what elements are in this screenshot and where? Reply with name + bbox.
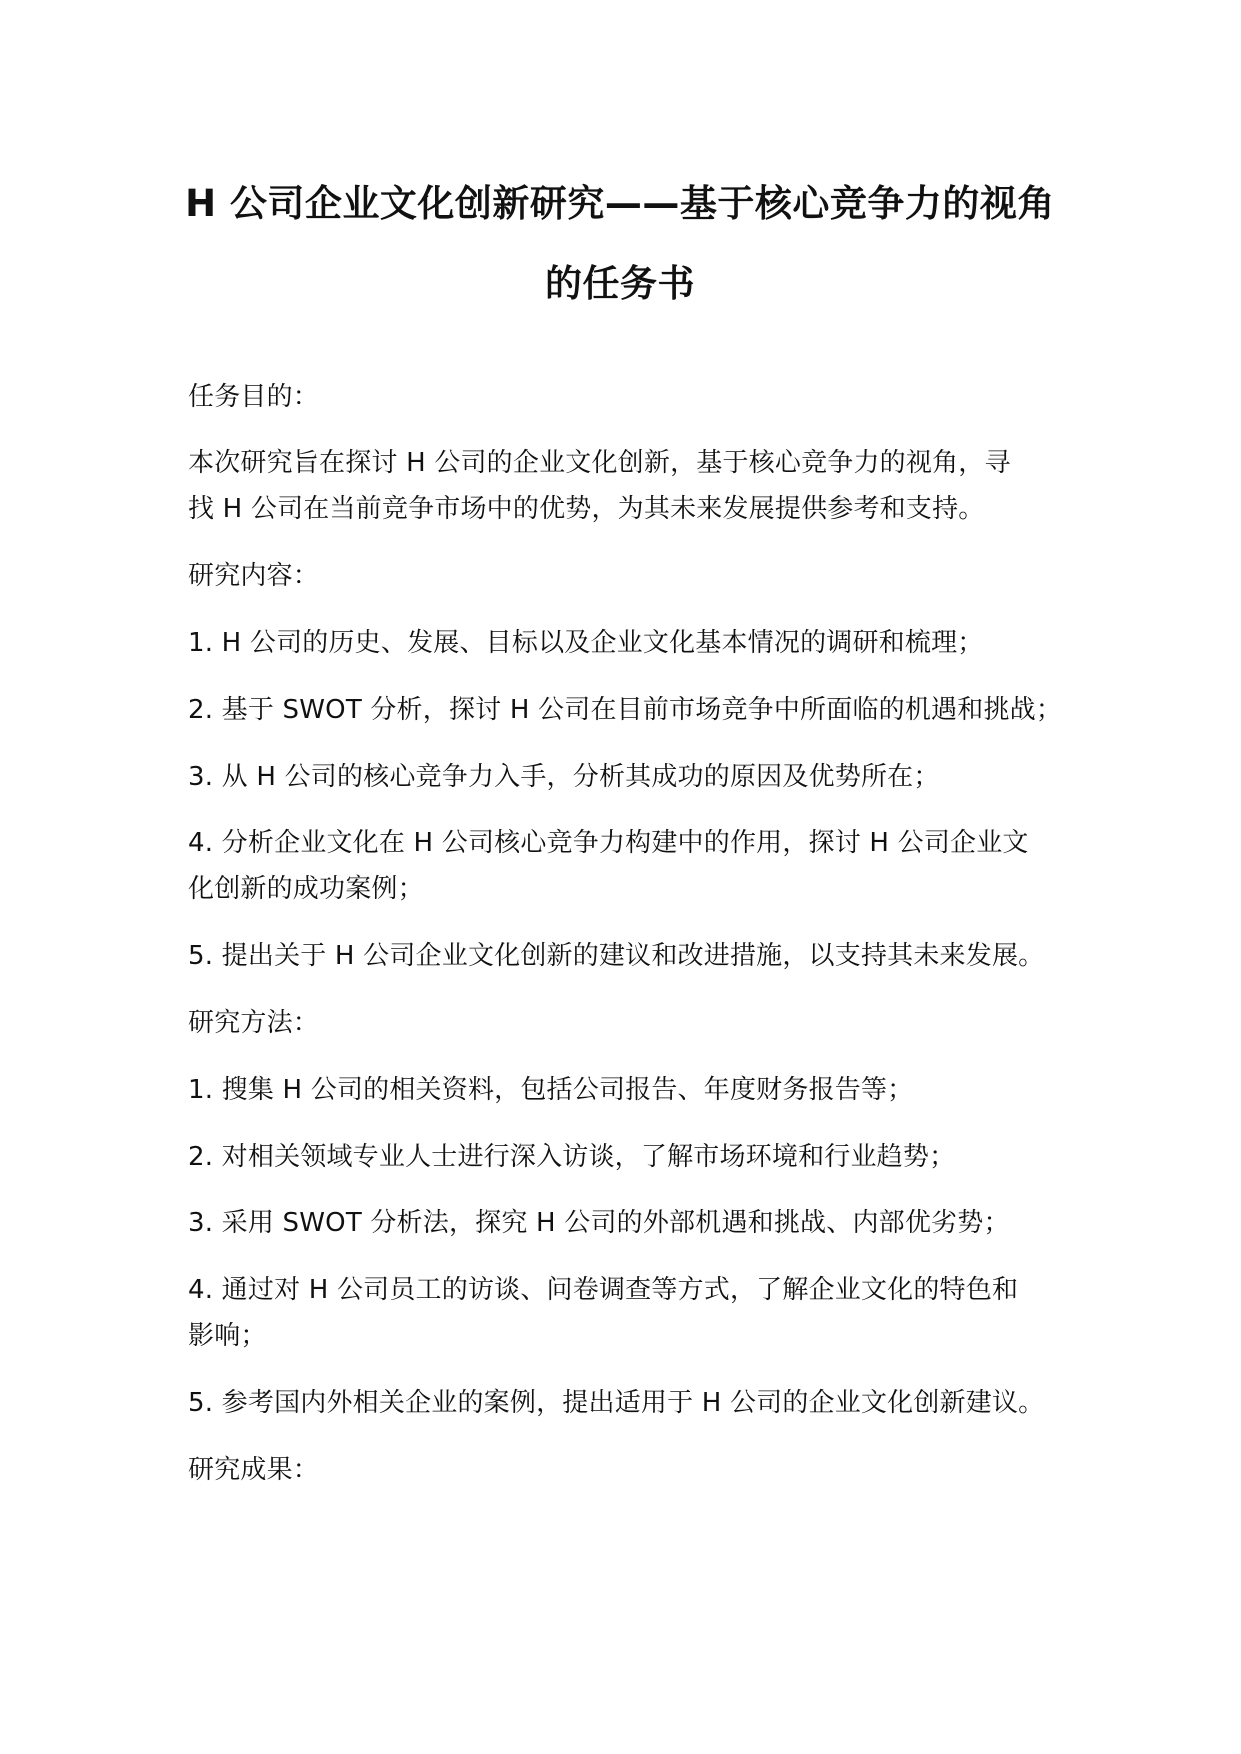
list-item: 5. 参考国内外相关企业的案例，提出适用于 H 公司的企业文化创新建议。	[188, 1388, 1045, 1418]
list-item: 3. 采用 SWOT 分析法，探究 H 公司的外部机遇和挑战、内部优劣势；	[188, 1208, 1010, 1238]
paragraph-line: 找 H 公司在当前竞争市场中的优势，为其未来发展提供参考和支持。	[188, 494, 985, 524]
section-heading-results: 研究成果：	[188, 1455, 320, 1485]
list-item: 5. 提出关于 H 公司企业文化创新的建议和改进措施，以支持其未来发展。	[188, 941, 1045, 971]
list-item: 1. 搜集 H 公司的相关资料，包括公司报告、年度财务报告等；	[188, 1075, 914, 1105]
list-item: 1. H 公司的历史、发展、目标以及企业文化基本情况的调研和梳理；	[188, 628, 984, 658]
document-title-line-1: H 公司企业文化创新研究——基于核心竞争力的视角	[185, 182, 1055, 225]
section-heading-content: 研究内容：	[188, 561, 320, 591]
list-item: 2. 基于 SWOT 分析，探讨 H 公司在目前市场竞争中所面临的机遇和挑战；	[188, 695, 1063, 725]
list-item: 2. 对相关领域专业人士进行深入访谈，了解市场环境和行业趋势；	[188, 1142, 956, 1172]
document-title-line-2: 的任务书	[545, 262, 695, 305]
list-item-continuation: 化创新的成功案例；	[188, 874, 424, 904]
list-item: 4. 分析企业文化在 H 公司核心竞争力构建中的作用，探讨 H 公司企业文	[188, 828, 1029, 858]
section-heading-purpose: 任务目的：	[188, 382, 320, 412]
section-heading-method: 研究方法：	[188, 1008, 320, 1038]
list-item: 4. 通过对 H 公司员工的访谈、问卷调查等方式，了解企业文化的特色和	[188, 1275, 1019, 1305]
list-item-continuation: 影响；	[188, 1321, 267, 1351]
list-item: 3. 从 H 公司的核心竞争力入手，分析其成功的原因及优势所在；	[188, 762, 940, 792]
paragraph-line: 本次研究旨在探讨 H 公司的企业文化创新，基于核心竞争力的视角，寻	[188, 448, 1011, 478]
